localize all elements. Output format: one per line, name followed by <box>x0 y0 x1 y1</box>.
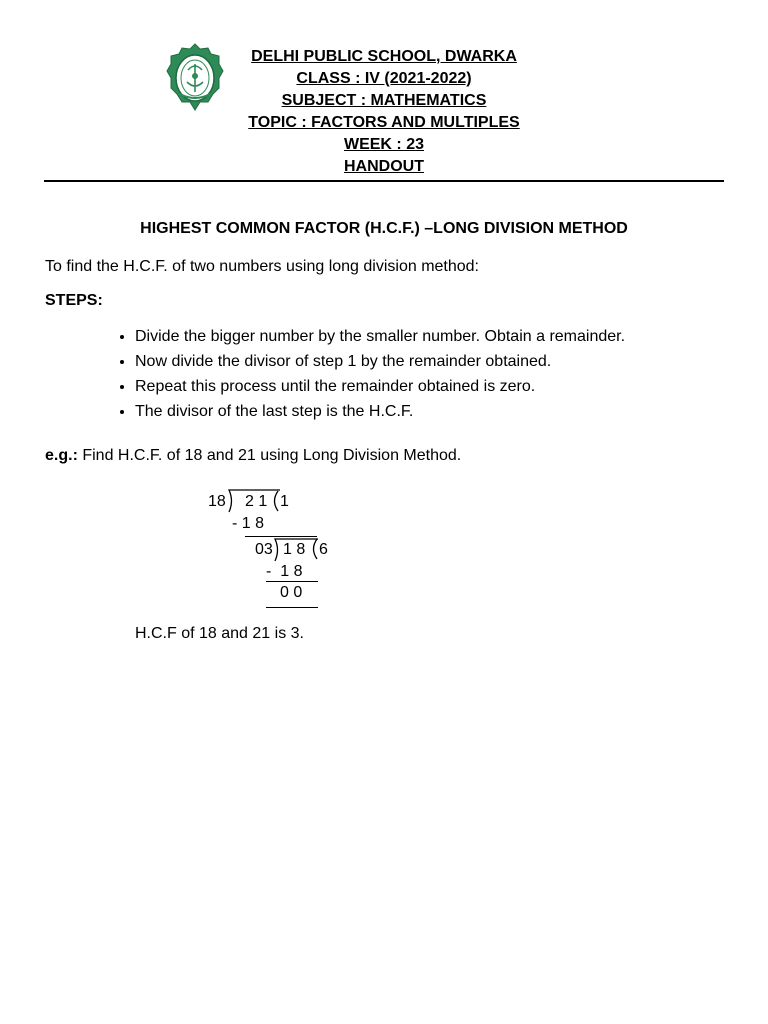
list-item: • Repeat this process until the remainder obtained is zero. <box>135 374 768 399</box>
list-item: • Divide the bigger number by the smaller number. Obtain a remainder. <box>135 324 768 349</box>
header-divider <box>44 180 724 182</box>
dividend-1: 2 1 <box>245 493 268 510</box>
subtract-1: - 1 8 <box>232 515 265 532</box>
list-item: • Now divide the divisor of step 1 by the remainder obtained. <box>135 349 768 374</box>
remainder-1: 03 <box>255 541 273 558</box>
quotient-paren-1 <box>270 489 280 513</box>
example-text: Find H.C.F. of 18 and 21 using Long Division Method. <box>77 447 462 464</box>
quotient-paren-2 <box>309 537 319 561</box>
section-title: HIGHEST COMMON FACTOR (H.C.F.) –LONG DIVISION METHOD <box>140 220 628 237</box>
dividend-2: 1 8 <box>283 541 306 558</box>
steps-label: STEPS: <box>45 292 103 309</box>
remainder-2: 0 0 <box>280 584 303 601</box>
week-line: WEEK : 23 <box>343 136 424 153</box>
conclusion-text: H.C.F of 18 and 21 is 3. <box>135 625 304 642</box>
divisor-1: 18 <box>208 493 226 510</box>
subtract-line-2 <box>266 581 318 582</box>
topic-line: TOPIC : FACTORS AND MULTIPLES <box>248 114 520 131</box>
quotient-1: 1 <box>280 493 289 510</box>
subject-line: SUBJECT : MATHEMATICS <box>281 92 487 109</box>
final-line <box>266 607 318 608</box>
class-line: CLASS : IV (2021-2022) <box>296 70 472 87</box>
example-line <box>45 446 461 466</box>
intro-text: To find the H.C.F. of two numbers using long division method: <box>45 258 479 275</box>
example-label: e.g.: <box>45 447 78 464</box>
school-name: DELHI PUBLIC SCHOOL, DWARKA <box>251 48 517 65</box>
steps-list <box>105 324 768 424</box>
handout-line: HANDOUT <box>344 158 424 175</box>
subtract-2: - 1 8 <box>266 563 303 580</box>
quotient-2: 6 <box>319 541 328 558</box>
list-item: • The divisor of the last step is the H.C.F. <box>135 399 768 424</box>
